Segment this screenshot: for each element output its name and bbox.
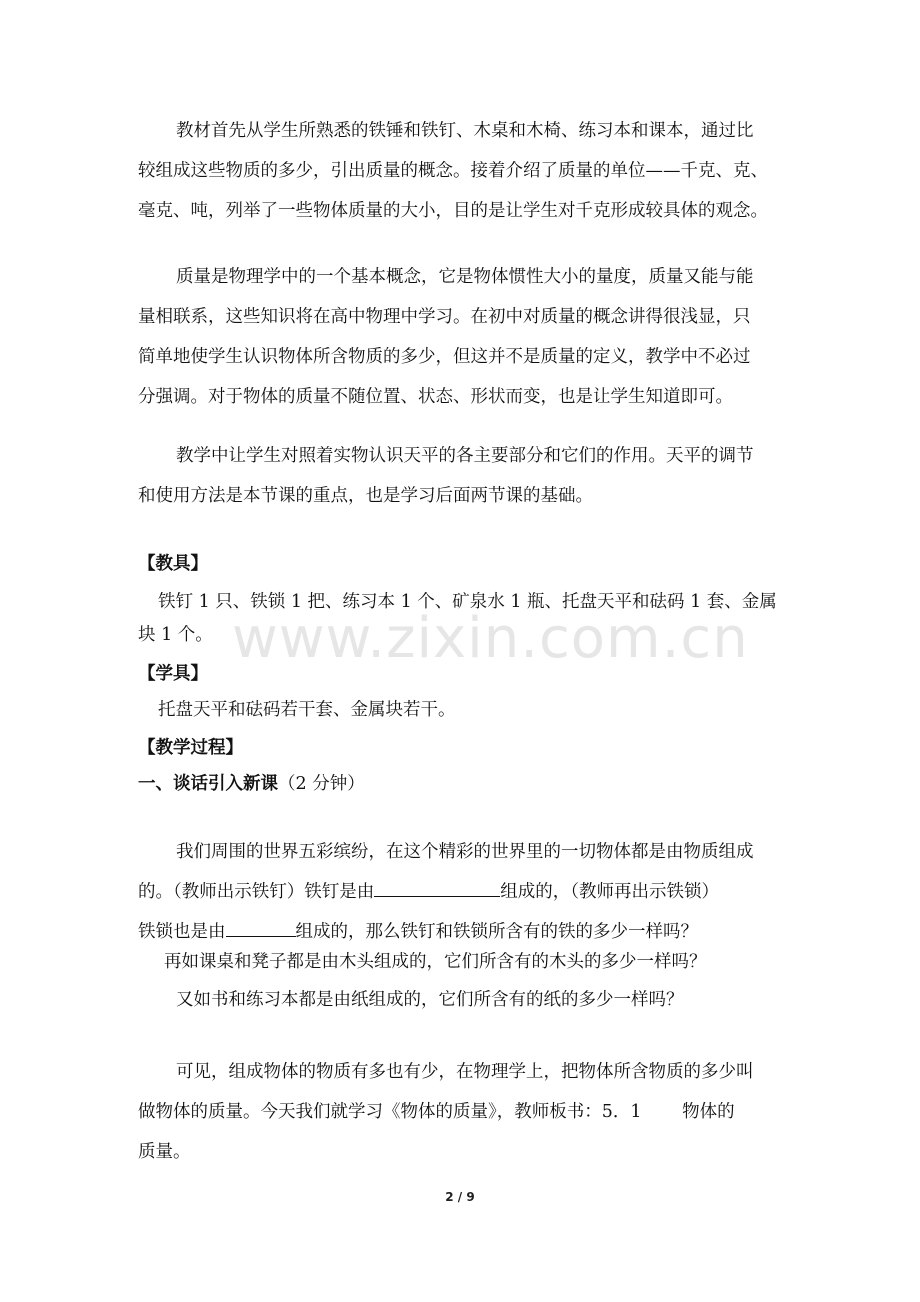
paragraph-balance-usage: [138, 436, 788, 516]
fill-in-blank[interactable]: [374, 879, 500, 898]
text-segment: 的。（教师出示铁钉）铁钉是由: [138, 882, 375, 902]
teaching-tools-line: 铁钉 1 只、铁锁 1 把、练习本 1 个、矿泉水 1 瓶、托盘天平和砝码 1 套、金属: [158, 592, 777, 612]
text-line: 分强调。对于物体的质量不随位置、状态、形状而变，也是让学生知道即可。: [138, 387, 733, 407]
text-line: 再如课桌和凳子都是由木头组成的，它们所含有的木头的多少一样吗？: [164, 952, 707, 972]
text-segment: 组成的，（教师再出示铁锁）: [500, 882, 719, 902]
text-line: 可见，组成物体的物质有多也有少，在物理学上，把物体所含物质的多少叫: [176, 1062, 754, 1082]
section-title-text: 一、谈话引入新课: [138, 774, 278, 794]
teaching-tools-line: 块 1 个。: [138, 625, 213, 645]
section-time: （2 分钟）: [278, 774, 365, 794]
heading-teaching-tools: 【教具】: [138, 554, 208, 574]
section-title: [138, 766, 365, 802]
watermark: www.zixin.com.cn: [232, 606, 749, 671]
text-line: 质量。: [138, 1142, 191, 1162]
text-line: 教学中让学生对照着实物认识天平的各主要部分和它们的作用。天平的调节: [176, 446, 754, 466]
text-line: 较组成这些物质的多少，引出质量的概念。接着介绍了质量的单位——千克、克、: [138, 161, 768, 181]
heading-student-tools: 【学具】: [138, 664, 208, 684]
text-line: 质量是物理学中的一个基本概念，它是物体惯性大小的量度，质量又能与能: [176, 267, 754, 287]
text-line: 简单地使学生认识物体所含物质的多少，但这并不是质量的定义，教学中不必过: [138, 347, 751, 367]
page-number: 2 / 9: [445, 1190, 475, 1204]
text-line: 做物体的质量。今天我们就学习《物体的质量》，教师板书：5．1 物体的: [138, 1102, 735, 1122]
text-line: 毫克、吨，列举了一些物体质量的大小，目的是让学生对千克形成较具体的观念。: [138, 201, 768, 221]
text-line: 量相联系，这些知识将在高中物理中学习。在初中对质量的概念讲得很浅显，只: [138, 307, 751, 327]
text-line: 教材首先从学生所熟悉的铁锤和铁钉、木桌和木椅、练习本和课本，通过比: [176, 121, 754, 141]
text-line: 和使用方法是本节课的重点，也是学习后面两节课的基础。: [138, 486, 593, 506]
paragraph-dialogue: [138, 832, 788, 952]
student-tools-line: 托盘天平和砝码若干套、金属块若干。: [158, 700, 456, 720]
heading-teaching-process: 【教学过程】: [138, 738, 243, 758]
paragraph-conclusion: [138, 1052, 788, 1172]
text-line-with-blank: [138, 872, 788, 912]
fill-in-blank[interactable]: [226, 919, 296, 938]
paragraph-textbook-intro: [138, 111, 788, 231]
paragraph-mass-concept: [138, 257, 788, 417]
text-line: 我们周围的世界五彩缤纷，在这个精彩的世界里的一切物体都是由物质组成: [176, 842, 754, 862]
text-segment: 组成的，那么铁钉和铁锁所含有的铁的多少一样吗？: [295, 922, 698, 942]
text-segment: 铁锁也是由: [138, 922, 226, 942]
text-line: 又如书和练习本都是由纸组成的，它们所含有的纸的多少一样吗？: [176, 990, 684, 1010]
